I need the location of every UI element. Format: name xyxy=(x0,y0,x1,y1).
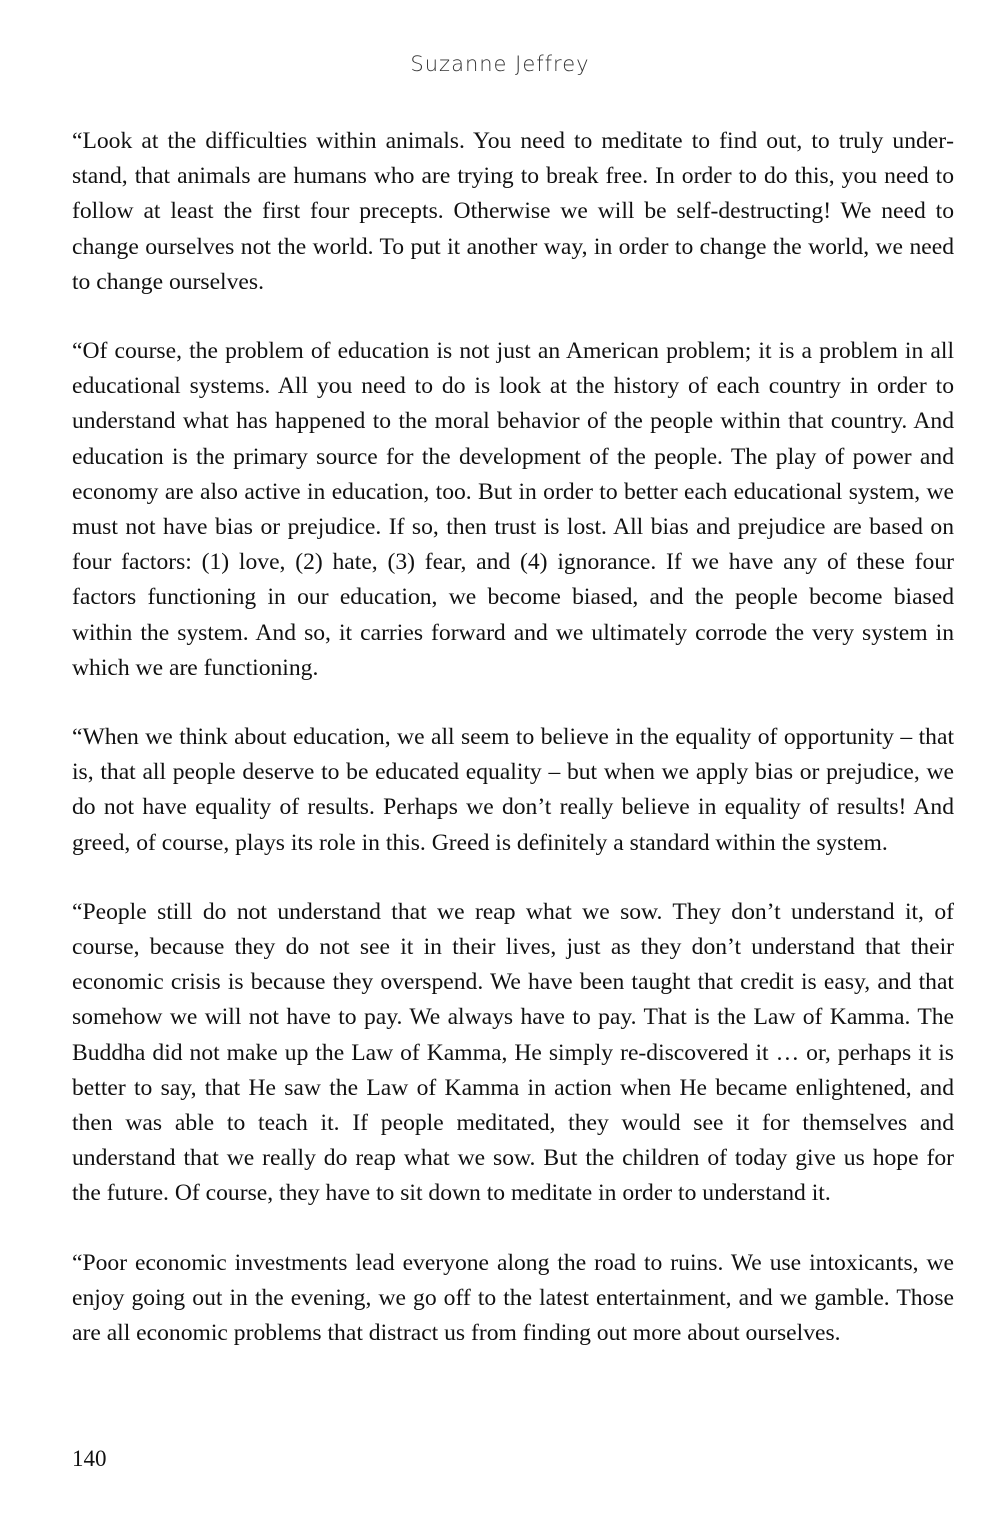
paragraph-animals: “Look at the difficulties within animals. You need to meditate to find out, to truly understand, that animals are humans who are trying to break free. In order to do this, you need to follow at least the first four precepts. Otherwise we will be self-destructing! We need to change ourselves not the world. To put it another way, in order to change the world, we need to change ourselves. xyxy=(72,128,954,295)
paragraph-equality: “When we think about education, we all seem to believe in the equality of opportunity – that is, that all people deserve to be educated equality – but when we apply bias or prejudice, we do not have equality of results. Perhaps we don’t really believe in equality of results! And greed, of course, plays its role in this. Greed is definitely a standard within the system. xyxy=(72,724,954,856)
body-text xyxy=(72,124,954,1385)
page-number: 140 xyxy=(72,1446,107,1471)
paragraph-reap-what-we-sow: “People still do not understand that we reap what we sow. They don’t understand it, of course, because they do not see it in their lives, just as they don’t understand that their economic crisis is because they overspend. We have been taught that credit is easy, and that somehow we will not have to pay. We always have to pay. That is the Law of Kamma. The Buddha did not make up the Law of Kamma, He simply re-discovered it … or, perhaps it is better to say, that He saw the Law of Kamma in action when He became enlightened, and then was able to teach it. If people meditated, they would see it for themselves and understand that we really do reap what we sow. But the children of today give us hope for the future. Of course, they have to sit down to meditate in order to understand it. xyxy=(72,898,954,1207)
paragraph-economic-investments: “Poor economic investments lead everyone along the road to ruins. We use intoxicants, we enjoy going out in the evening, we go off to the latest entertainment, and we gamble. Those are all economic problems that distract us from finding out more about ourselves. xyxy=(72,1249,954,1347)
paragraph-education-problem: “Of course, the problem of education is not just an American problem; it is a problem in all educational systems. All you need to do is look at the history of each country in order to understand what has happened to the moral behavior of the people within that country. And education is the primary source for the development of the people. The play of power and economy are also active in education, too. But in order to better each educational system, we must not have bias or prejudice. If so, then trust is lost. All bias and prejudice are based on four factors: (1) love, (2) hate, (3) fear, and (4) ignorance. If we have any of these four factors functioning in our education, we become biased, and the people become biased within the system. And so, it carries forward and we ultimately corrode the very system in which we are functioning. xyxy=(72,338,954,681)
running-header-author: Suzanne Jeffrey xyxy=(410,52,590,76)
